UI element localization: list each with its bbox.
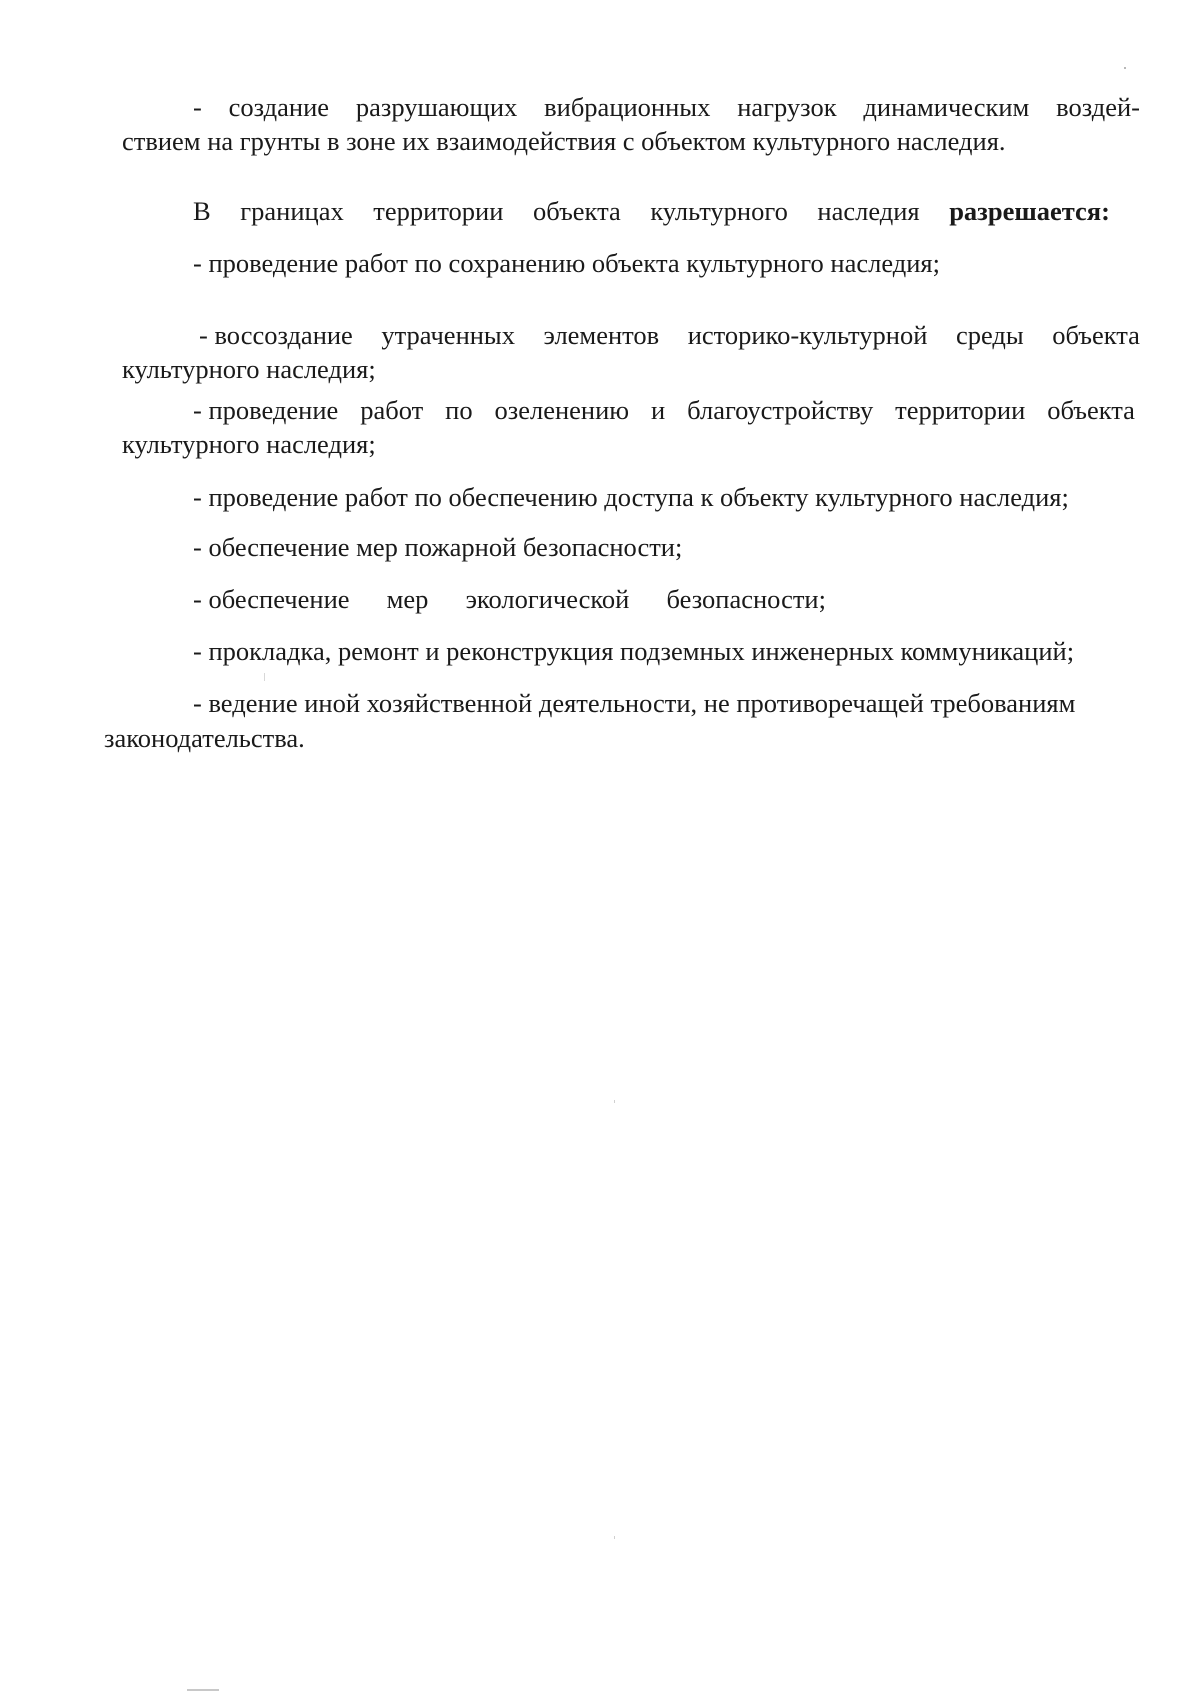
- justified-line: [193, 582, 826, 616]
- text-line: - ведение иной хозяйственной деятельности, не противоречащей требованиям: [193, 688, 1076, 718]
- word: В: [193, 196, 211, 226]
- justified-line: [199, 318, 1140, 352]
- text-line: - проведение работ по сохранению объекта культурного наследия;: [193, 248, 940, 278]
- paragraph-line: [122, 427, 376, 461]
- word: культурного: [650, 196, 788, 226]
- word: благоустройству: [687, 395, 874, 425]
- word: границах: [240, 196, 344, 226]
- paragraph-line: [104, 721, 305, 755]
- scan-speck: [614, 1100, 615, 1103]
- word: -: [193, 92, 202, 122]
- word: объекта: [533, 196, 621, 226]
- permitted-item-utilities: [193, 634, 1074, 668]
- word: создание: [228, 92, 330, 122]
- permitted-item-economic-activity: [193, 686, 1075, 720]
- word: и: [651, 395, 666, 425]
- prohibition-item-vibration: [193, 90, 1140, 124]
- paragraph-line: [122, 124, 1006, 158]
- permitted-item-preservation: [193, 246, 940, 280]
- word: мер: [386, 584, 429, 614]
- word: историко-культурной: [687, 320, 928, 350]
- text-line: культурного наследия;: [122, 429, 376, 459]
- word: среды: [955, 320, 1024, 350]
- permitted-item-landscaping: [193, 393, 1135, 427]
- permitted-item-ecological-safety: [193, 582, 826, 616]
- word: - проведение: [193, 395, 339, 425]
- word: территории: [895, 395, 1026, 425]
- word: нагрузок: [737, 92, 837, 122]
- word: объекта: [1047, 395, 1135, 425]
- word: объекта: [1052, 320, 1140, 350]
- scan-speck: [187, 1689, 219, 1691]
- permitted-item-access: [193, 480, 1069, 514]
- text-line: - обеспечение мер пожарной безопасности;: [193, 532, 683, 562]
- word: элементов: [543, 320, 660, 350]
- scan-speck: [1124, 67, 1126, 69]
- word: территории: [373, 196, 504, 226]
- text-line: ствием на грунты в зоне их взаимодействия с объектом культурного наследия.: [122, 126, 1006, 156]
- justified-line: [193, 90, 1140, 124]
- word: безопасности;: [666, 584, 826, 614]
- permitted-heading: [193, 194, 1110, 228]
- text-line: законодательства.: [104, 723, 305, 753]
- word: наследия: [817, 196, 920, 226]
- text-line: - проведение работ по обеспечению доступа к объекту культурного наследия;: [193, 482, 1069, 512]
- word: по: [445, 395, 473, 425]
- word: динамическим: [863, 92, 1030, 122]
- justified-line: [193, 194, 1110, 228]
- word: воздей-: [1056, 92, 1140, 122]
- word: вибрационных: [544, 92, 711, 122]
- permitted-item-fire-safety: [193, 530, 682, 564]
- scan-speck: [614, 1536, 615, 1539]
- text-line: культурного наследия;: [122, 354, 376, 384]
- word: - обеспечение: [193, 584, 350, 614]
- justified-line: [193, 393, 1135, 427]
- scan-speck: [264, 673, 265, 681]
- word: работ: [360, 395, 424, 425]
- emphasis-allowed: разрешается:: [949, 196, 1110, 226]
- text-line: - прокладка, ремонт и реконструкция подземных инженерных коммуникаций;: [193, 636, 1075, 666]
- word: озеленению: [494, 395, 630, 425]
- word: экологической: [465, 584, 630, 614]
- permitted-item-recreation: [199, 318, 1140, 352]
- word: утраченных: [381, 320, 515, 350]
- word: разрушающих: [355, 92, 518, 122]
- paragraph-line: [122, 352, 376, 386]
- word: - воссоздание: [199, 320, 353, 350]
